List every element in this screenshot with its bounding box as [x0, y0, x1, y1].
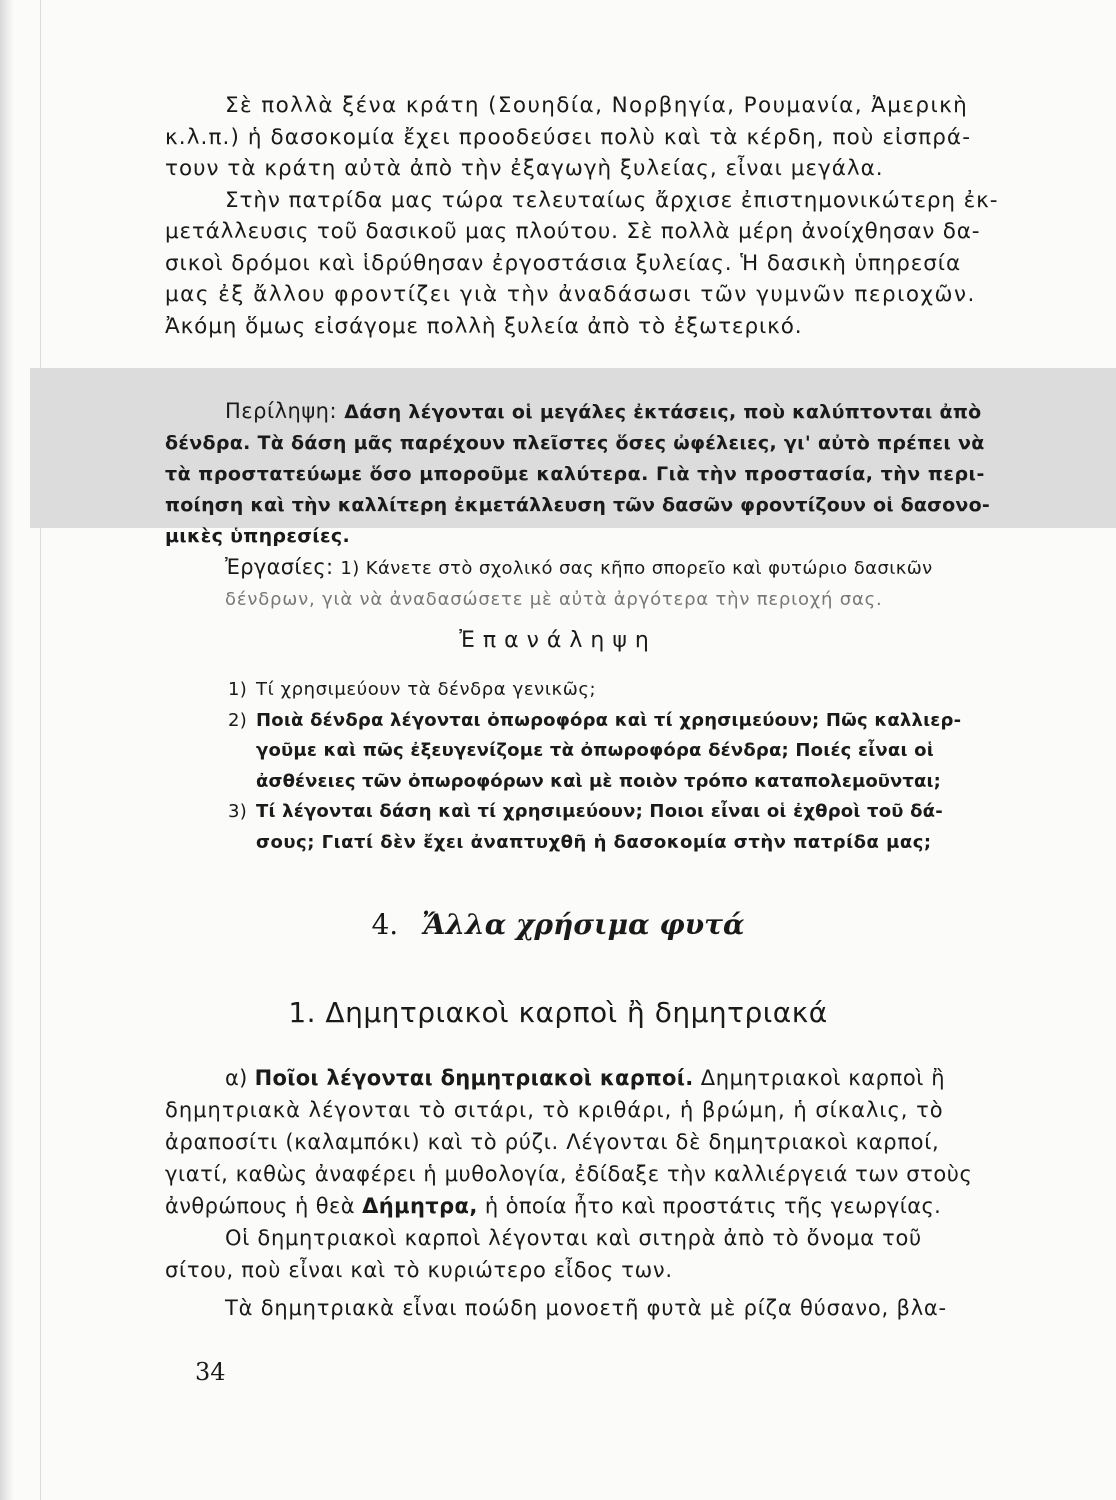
body-emphasis: Δήμητρα, [362, 1194, 478, 1218]
question-text: Ποιὰ δένδρα λέγονται ὀπωροφόρα καὶ τί χρησιμεύουν; Πῶς καλλιερ- [256, 709, 962, 731]
intro-line-1: Σὲ πολλὰ ξένα κράτη (Σουηδία, Νορβηγία, Ρουμανία, Ἀμερικὴ [225, 93, 969, 118]
intro-line-3: τουν τὰ κράτη αὐτὰ ἀπὸ τὴν ἐξαγωγὴ ξυλείας, εἶναι μεγάλα. [165, 156, 884, 181]
page-edge-shadow [0, 0, 14, 1500]
review-question-1 [228, 675, 1113, 706]
question-number: 2) [228, 709, 248, 731]
review-question-3-line-2: σους; Γιατί δὲν ἔχει ἀναπτυχθῆ ἡ δασοκομία στὴν πατρίδα μας; [256, 831, 932, 853]
body-text-run: ἀνθρώπους ἡ θεὰ [165, 1194, 363, 1218]
intro-line-8: Ἀκόμη ὅμως εἰσάγομε πολλὴ ξυλεία ἀπὸ τὸ ἐξωτερικό. [165, 313, 803, 339]
chapter-title-text: Ἄλλα χρήσιμα φυτά [422, 908, 745, 941]
tasks-line-2: δένδρων, γιὰ νὰ ἀναδασώσετε μὲ αὐτὰ ἀργότερα τὴν περιοχή σας. [225, 589, 883, 610]
body-line-8: Τὰ δημητριακὰ εἶναι ποώδη μονοετῆ φυτὰ μὲ ρίζα θύσανο, βλα- [225, 1296, 947, 1320]
intro-line-7: μας ἐξ ἄλλου φροντίζει γιὰ τὴν ἀναδάσωσι τῶν γυμνῶν περιοχῶν. [165, 282, 976, 307]
section-title: 1. Δημητριακοὶ καρποὶ ἢ δημητριακά [288, 996, 828, 1029]
body-line-4: γιατί, καθὼς ἀναφέρει ἡ μυθολογία, ἐδίδαξε τὴν καλλιέργειά των στοὺς [165, 1162, 973, 1186]
body-line-3: ἀραποσίτι (καλαμπόκι) καὶ τὸ ρύζι. Λέγονται δὲ δημητριακοὶ καρποί, [165, 1130, 940, 1154]
intro-paragraph [165, 90, 1110, 342]
summary-line-3: τὰ προστατεύωμε ὅσο μποροῦμε καλύτερα. Γιὰ τὴν προστασία, τὴν περι- [165, 463, 985, 485]
chapter-number: 4. [371, 908, 399, 941]
intro-line-6: σικοὶ δρόμοι καὶ ἱδρύθησαν ἐργοστάσια ξυλείας. Ἡ δασικὴ ὑπηρεσία [165, 250, 962, 276]
tasks-label: Ἐργασίες: [225, 555, 341, 579]
question-text: Τί χρησιμεύουν τὰ δένδρα γενικῶς; [256, 679, 597, 700]
intro-line-5: μετάλλευσις τοῦ δασικοῦ μας πλούτου. Σὲ πολλὰ μέρη ἀνοίχθησαν δα- [165, 219, 981, 244]
review-question-2-line-3: ἀσθένειες τῶν ὀπωροφόρων καὶ μὲ ποιὸν τρόπο καταπολεμοῦνται; [256, 770, 941, 792]
summary-line-1 [165, 396, 1115, 428]
summary-line-4: ποίηση καὶ τὴν καλλίτερη ἐκμετάλλευση τῶν δασῶν φροντίζουν οἱ δασονο- [165, 494, 990, 516]
question-number: 1) [228, 679, 248, 700]
page-edge-line [40, 0, 41, 1500]
summary-line-5: μικὲς ὑπηρεσίες. [165, 525, 350, 547]
review-title: Ἐπανάληψη [459, 628, 657, 653]
intro-line-2: κ.λ.π.) ἡ δασοκομία ἔχει προοδεύσει πολὺ καὶ τὰ κέρδη, ποὺ εἰσπρά- [165, 124, 972, 150]
body-text [165, 1062, 1113, 1324]
body-line-1 [165, 1062, 1113, 1094]
intro-line-4: Στὴν πατρίδα μας τώρα τελευταίως ἄρχισε ἐπιστημονικώτερη ἐκ- [225, 187, 999, 213]
body-text-run: Δημητριακοὶ καρποὶ ἢ [693, 1066, 946, 1090]
summary-line-2: δένδρα. Τὰ δάση μᾶς παρέχουν πλεῖστες ὅσες ὠφέλειες, γι' αὐτὸ πρέπει νὰ [165, 432, 985, 454]
summary-text-1: Δάση λέγονται οἱ μεγάλες ἐκτάσεις, ποὺ καλύπτονται ἀπὸ [344, 401, 982, 423]
review-question-3 [228, 797, 1113, 828]
body-line-5 [165, 1190, 1113, 1222]
question-text: Τί λέγονται δάση καὶ τί χρησιμεύουν; Ποιοι εἶναι οἱ ἐχθροὶ τοῦ δά- [256, 801, 943, 822]
summary-label: Περίληψη: [225, 399, 345, 423]
body-line-6: Οἱ δημητριακοὶ καρποὶ λέγονται καὶ σιτηρὰ ἀπὸ τὸ ὄνομα τοῦ [225, 1226, 922, 1250]
review-question-2-line-2: γοῦμε καὶ πῶς ἐξευγενίζομε τὰ ὀπωροφόρα δένδρα; Ποιές εἶναι οἱ [256, 740, 934, 761]
tasks-line-1 [225, 552, 1115, 584]
body-text-run: ἡ ὁποία ἦτο καὶ προστάτις τῆς γεωργίας. [477, 1194, 942, 1218]
tasks-paragraph [225, 552, 1115, 615]
review-questions [228, 675, 1113, 858]
tasks-text-1: 1) Κάνετε στὸ σχολικό σας κῆπο σπορεῖο καὶ φυτώριο δασικῶν [340, 558, 933, 579]
body-line-7: σίτου, ποὺ εἶναι καὶ τὸ κυριώτερο εἶδος των. [165, 1258, 673, 1282]
body-line-2: δημητριακὰ λέγονται τὸ σιτάρι, τὸ κριθάρι, ἡ βρώμη, ἡ σίκαλις, τὸ [165, 1098, 944, 1122]
question-number: 3) [228, 801, 248, 822]
page-number: 34 [195, 1358, 226, 1386]
review-question-2 [228, 706, 1113, 737]
body-subheading: Ποῖοι λέγονται δημητριακοὶ καρποί. [254, 1066, 694, 1090]
summary-paragraph [165, 396, 1115, 552]
chapter-title [0, 908, 1116, 941]
item-marker: α) [225, 1066, 255, 1090]
